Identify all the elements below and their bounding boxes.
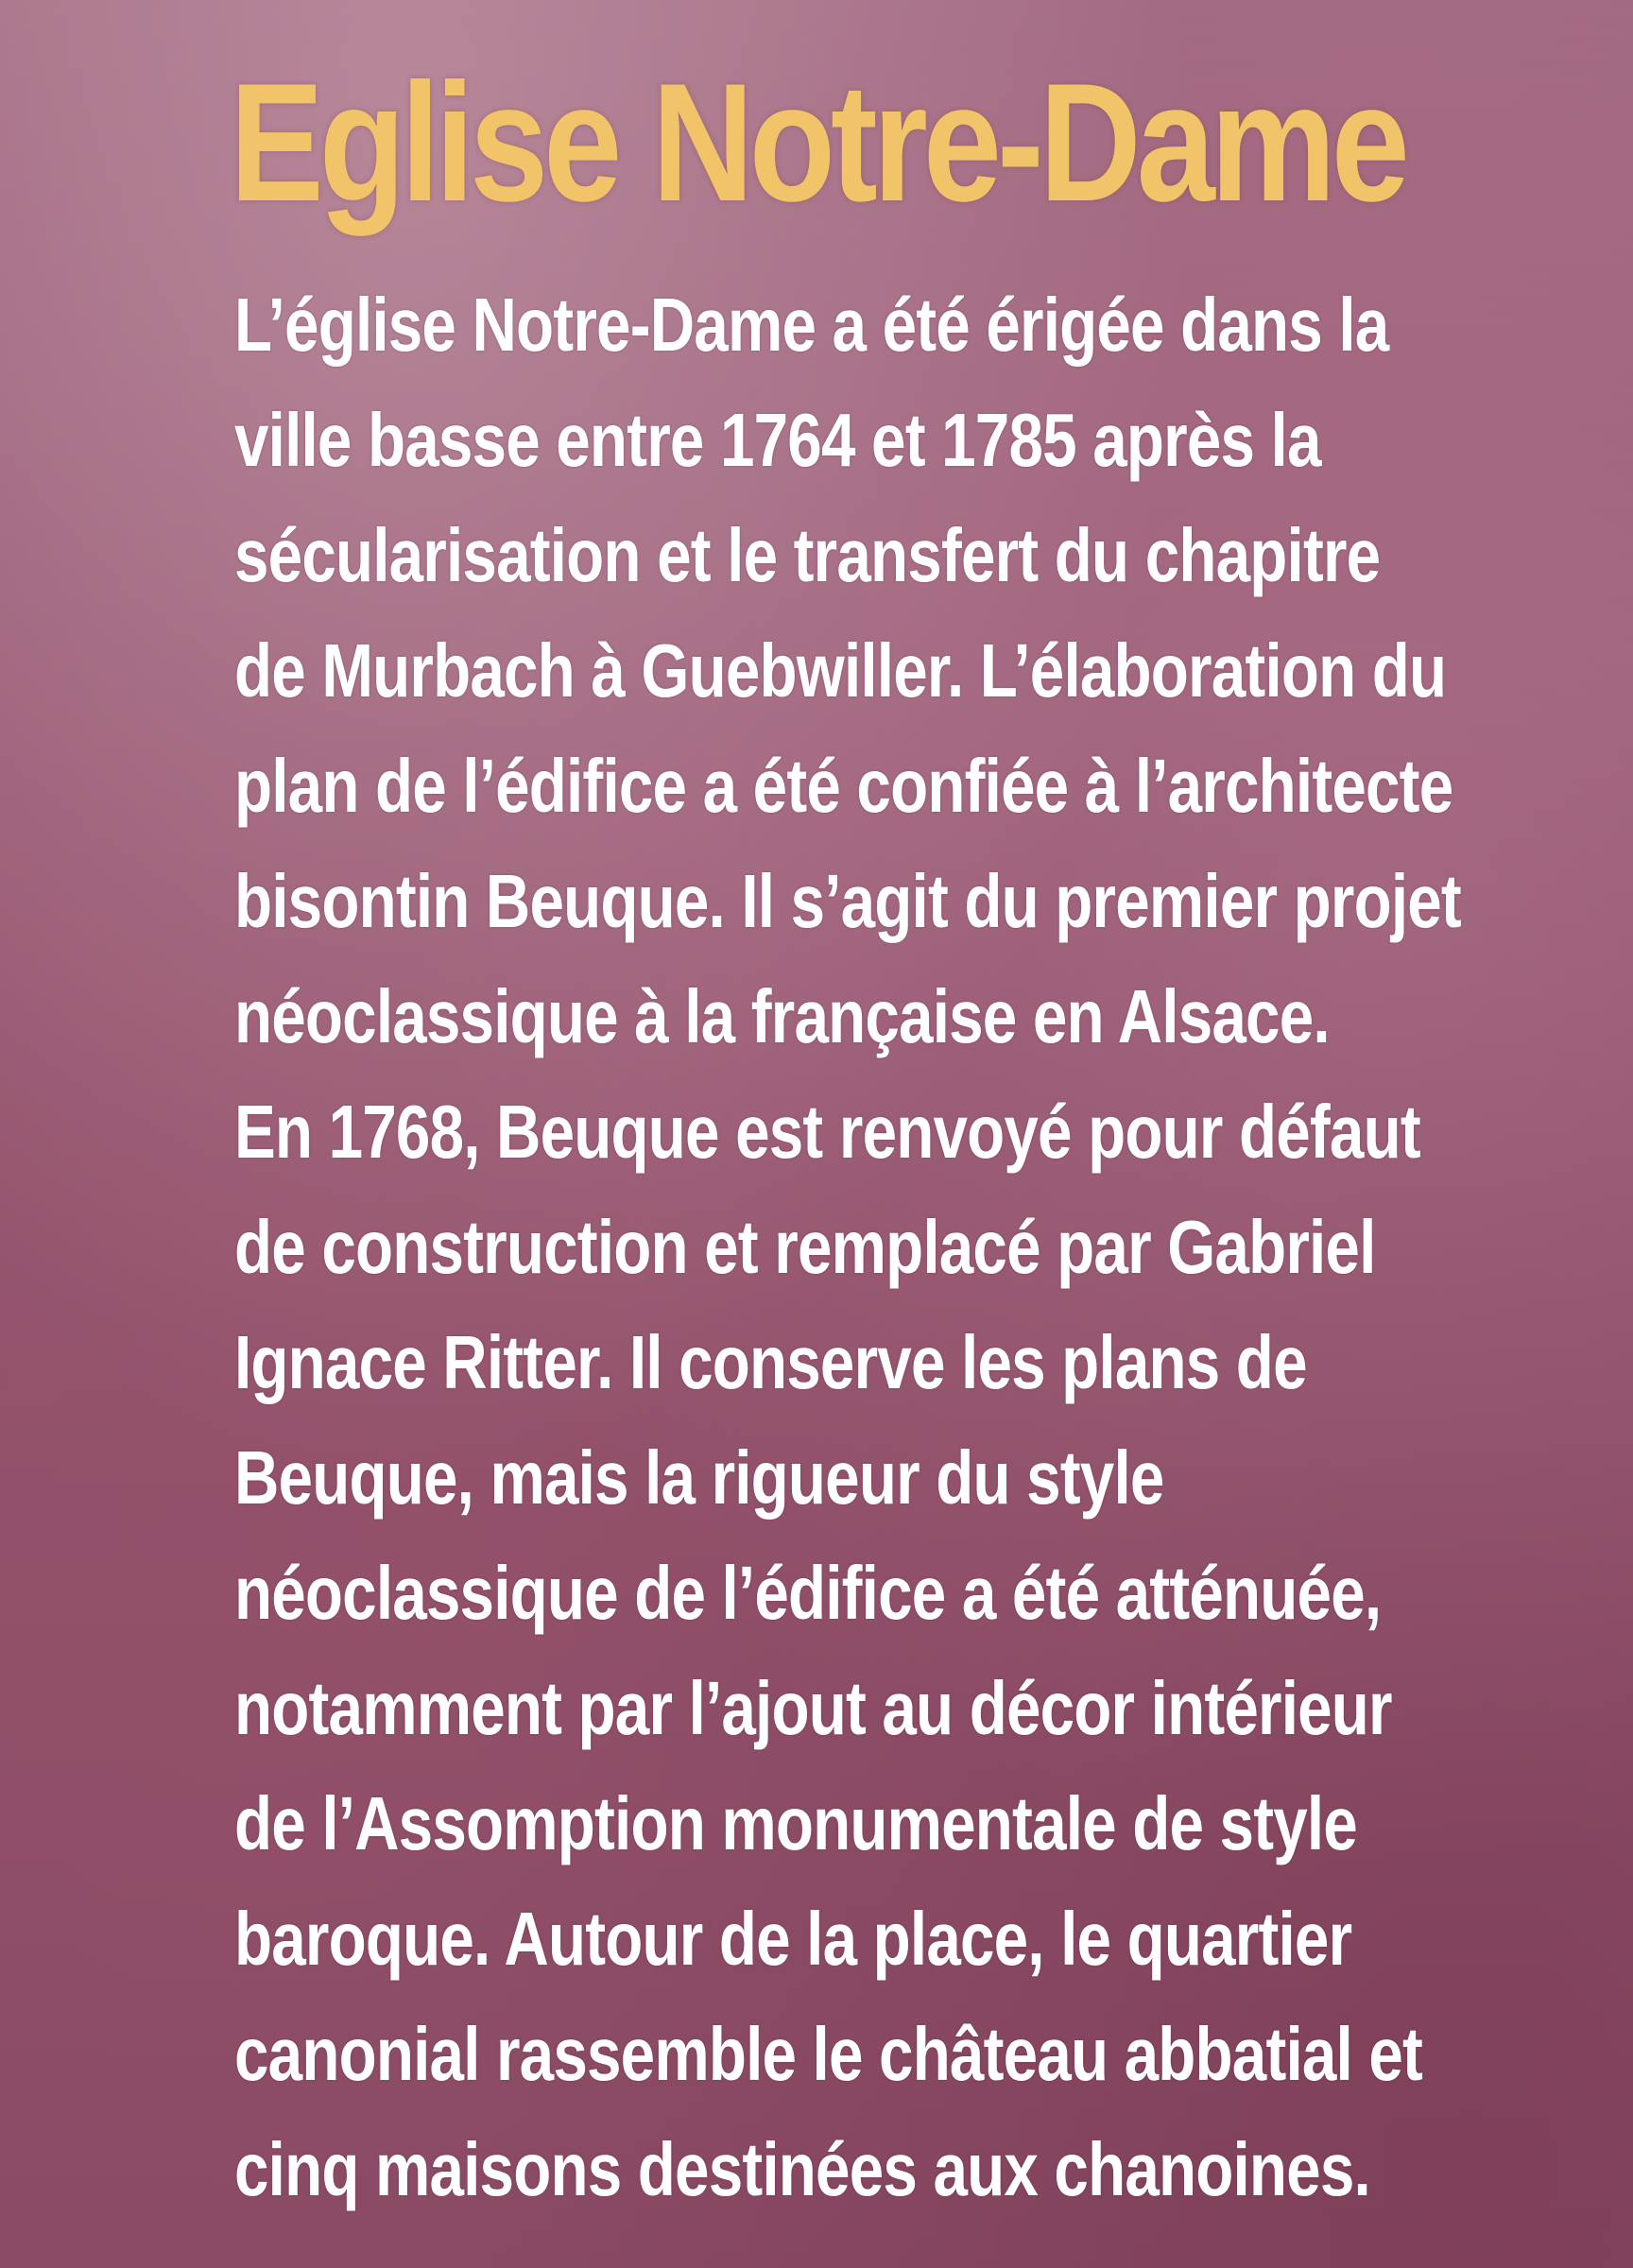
text-line: canonial rassemble le château abbatial et	[234, 2012, 1423, 2096]
text-line: de construction et remplacé par Gabriel	[234, 1205, 1376, 1289]
text-line: En 1768, Beuque est renvoyé pour défaut	[234, 1090, 1420, 1174]
text-line: néoclassique de l’édifice a été atténuée,	[234, 1551, 1382, 1635]
text-line: néoclassique à la française en Alsace.	[234, 974, 1330, 1058]
text-line: de Murbach à Guebwiller. L’élaboration du	[234, 628, 1447, 713]
text-line: plan de l’édifice a été confiée à l’architecte	[234, 744, 1453, 828]
text-line: bisontin Beuque. Il s’agit du premier projet	[234, 859, 1461, 943]
sign-title: Eglise Notre-Dame	[230, 48, 1405, 236]
text-line: cinq maisons destinées aux chanoines.	[234, 2127, 1370, 2211]
text-line: ville basse entre 1764 et 1785 après la	[234, 398, 1321, 482]
text-line: notamment par l’ajout au décor intérieur	[234, 1666, 1392, 1750]
text-line: de l’Assomption monumentale de style	[234, 1781, 1357, 1865]
text-line: Ignace Ritter. Il conserve les plans de	[234, 1320, 1307, 1404]
text-line: baroque. Autour de la place, le quartier	[234, 1897, 1352, 1981]
text-line: sécularisation et le transfert du chapitre	[234, 513, 1381, 597]
text-line: L’église Notre-Dame a été érigée dans la	[234, 283, 1389, 367]
text-line: Beuque, mais la rigueur du style	[234, 1435, 1164, 1520]
sign-body-text	[234, 267, 1614, 2227]
